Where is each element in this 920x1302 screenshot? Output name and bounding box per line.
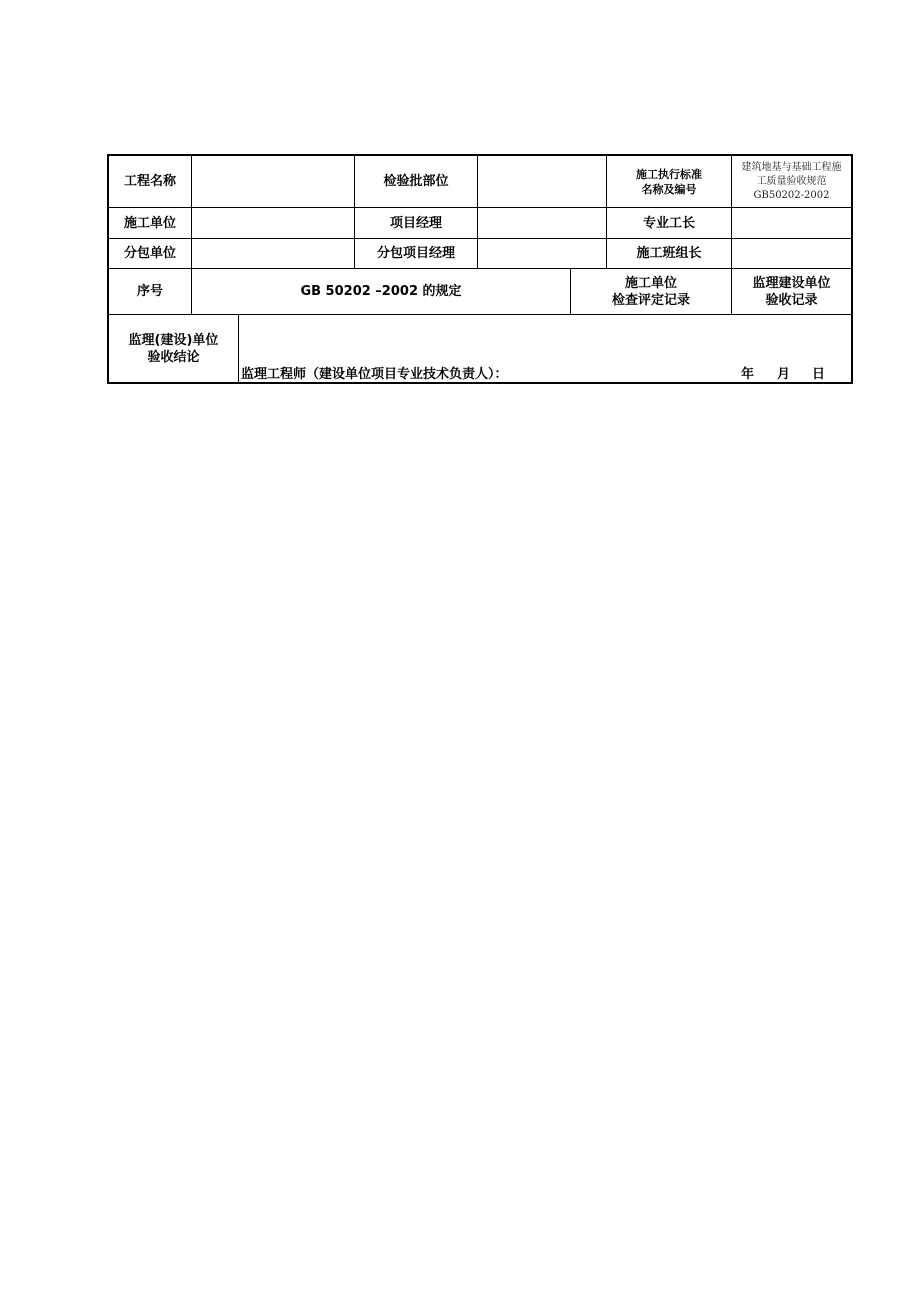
project-name-label: 工程名称 xyxy=(123,174,176,189)
conclusion-label xyxy=(109,315,238,382)
project-name-field[interactable] xyxy=(192,156,354,207)
foreman-label: 专业工长 xyxy=(642,215,695,231)
inspection-form-table xyxy=(107,154,853,384)
standard-value-line1: 建筑地基与基础工程施 xyxy=(741,161,842,173)
foreman-field[interactable] xyxy=(732,208,851,238)
contractor-label: 施工单位 xyxy=(123,215,176,231)
date-month: 月 xyxy=(777,367,791,382)
conclusion-line2: 验收结论 xyxy=(147,349,200,365)
conclusion-field[interactable] xyxy=(239,315,851,382)
supervisor-record-line1: 监理建设单位 xyxy=(752,275,831,291)
subcontractor-field[interactable] xyxy=(192,239,354,268)
contractor-record-header xyxy=(571,269,731,314)
seq-header: 序号 xyxy=(136,284,163,299)
contractor-record-line2: 检查评定记录 xyxy=(611,292,690,308)
supervisor-record-header xyxy=(732,269,851,314)
standard-label-line2: 名称及编号 xyxy=(641,182,697,196)
team-leader-label: 施工班组长 xyxy=(636,246,702,261)
spec-header: GB 50202 –2002 的规定 xyxy=(300,284,462,299)
standard-label-line1: 施工执行标准 xyxy=(636,167,702,181)
contractor-record-line1: 施工单位 xyxy=(624,275,677,291)
contractor-field[interactable] xyxy=(192,208,354,238)
subcontractor-label: 分包单位 xyxy=(123,246,176,261)
standard-value xyxy=(732,156,851,207)
team-leader-field[interactable] xyxy=(732,239,851,268)
sub-pm-field[interactable] xyxy=(478,239,606,268)
inspection-part-field[interactable] xyxy=(478,156,606,207)
sub-pm-label: 分包项目经理 xyxy=(376,246,455,261)
signature-label: 监理工程师（建设单位项目专业技术负责人）： xyxy=(241,367,508,382)
standard-value-line3: GB50202-2002 xyxy=(753,189,830,201)
standard-label xyxy=(607,156,731,207)
date-year: 年 xyxy=(741,367,755,382)
project-manager-label: 项目经理 xyxy=(389,215,442,231)
project-manager-field[interactable] xyxy=(478,208,606,238)
conclusion-line1: 监理(建设)单位 xyxy=(128,332,219,348)
supervisor-record-line2: 验收记录 xyxy=(765,292,818,308)
standard-value-line2: 工质量验收规范 xyxy=(756,175,827,187)
inspection-part-label: 检验批部位 xyxy=(383,174,449,189)
date-day: 日 xyxy=(812,367,826,382)
